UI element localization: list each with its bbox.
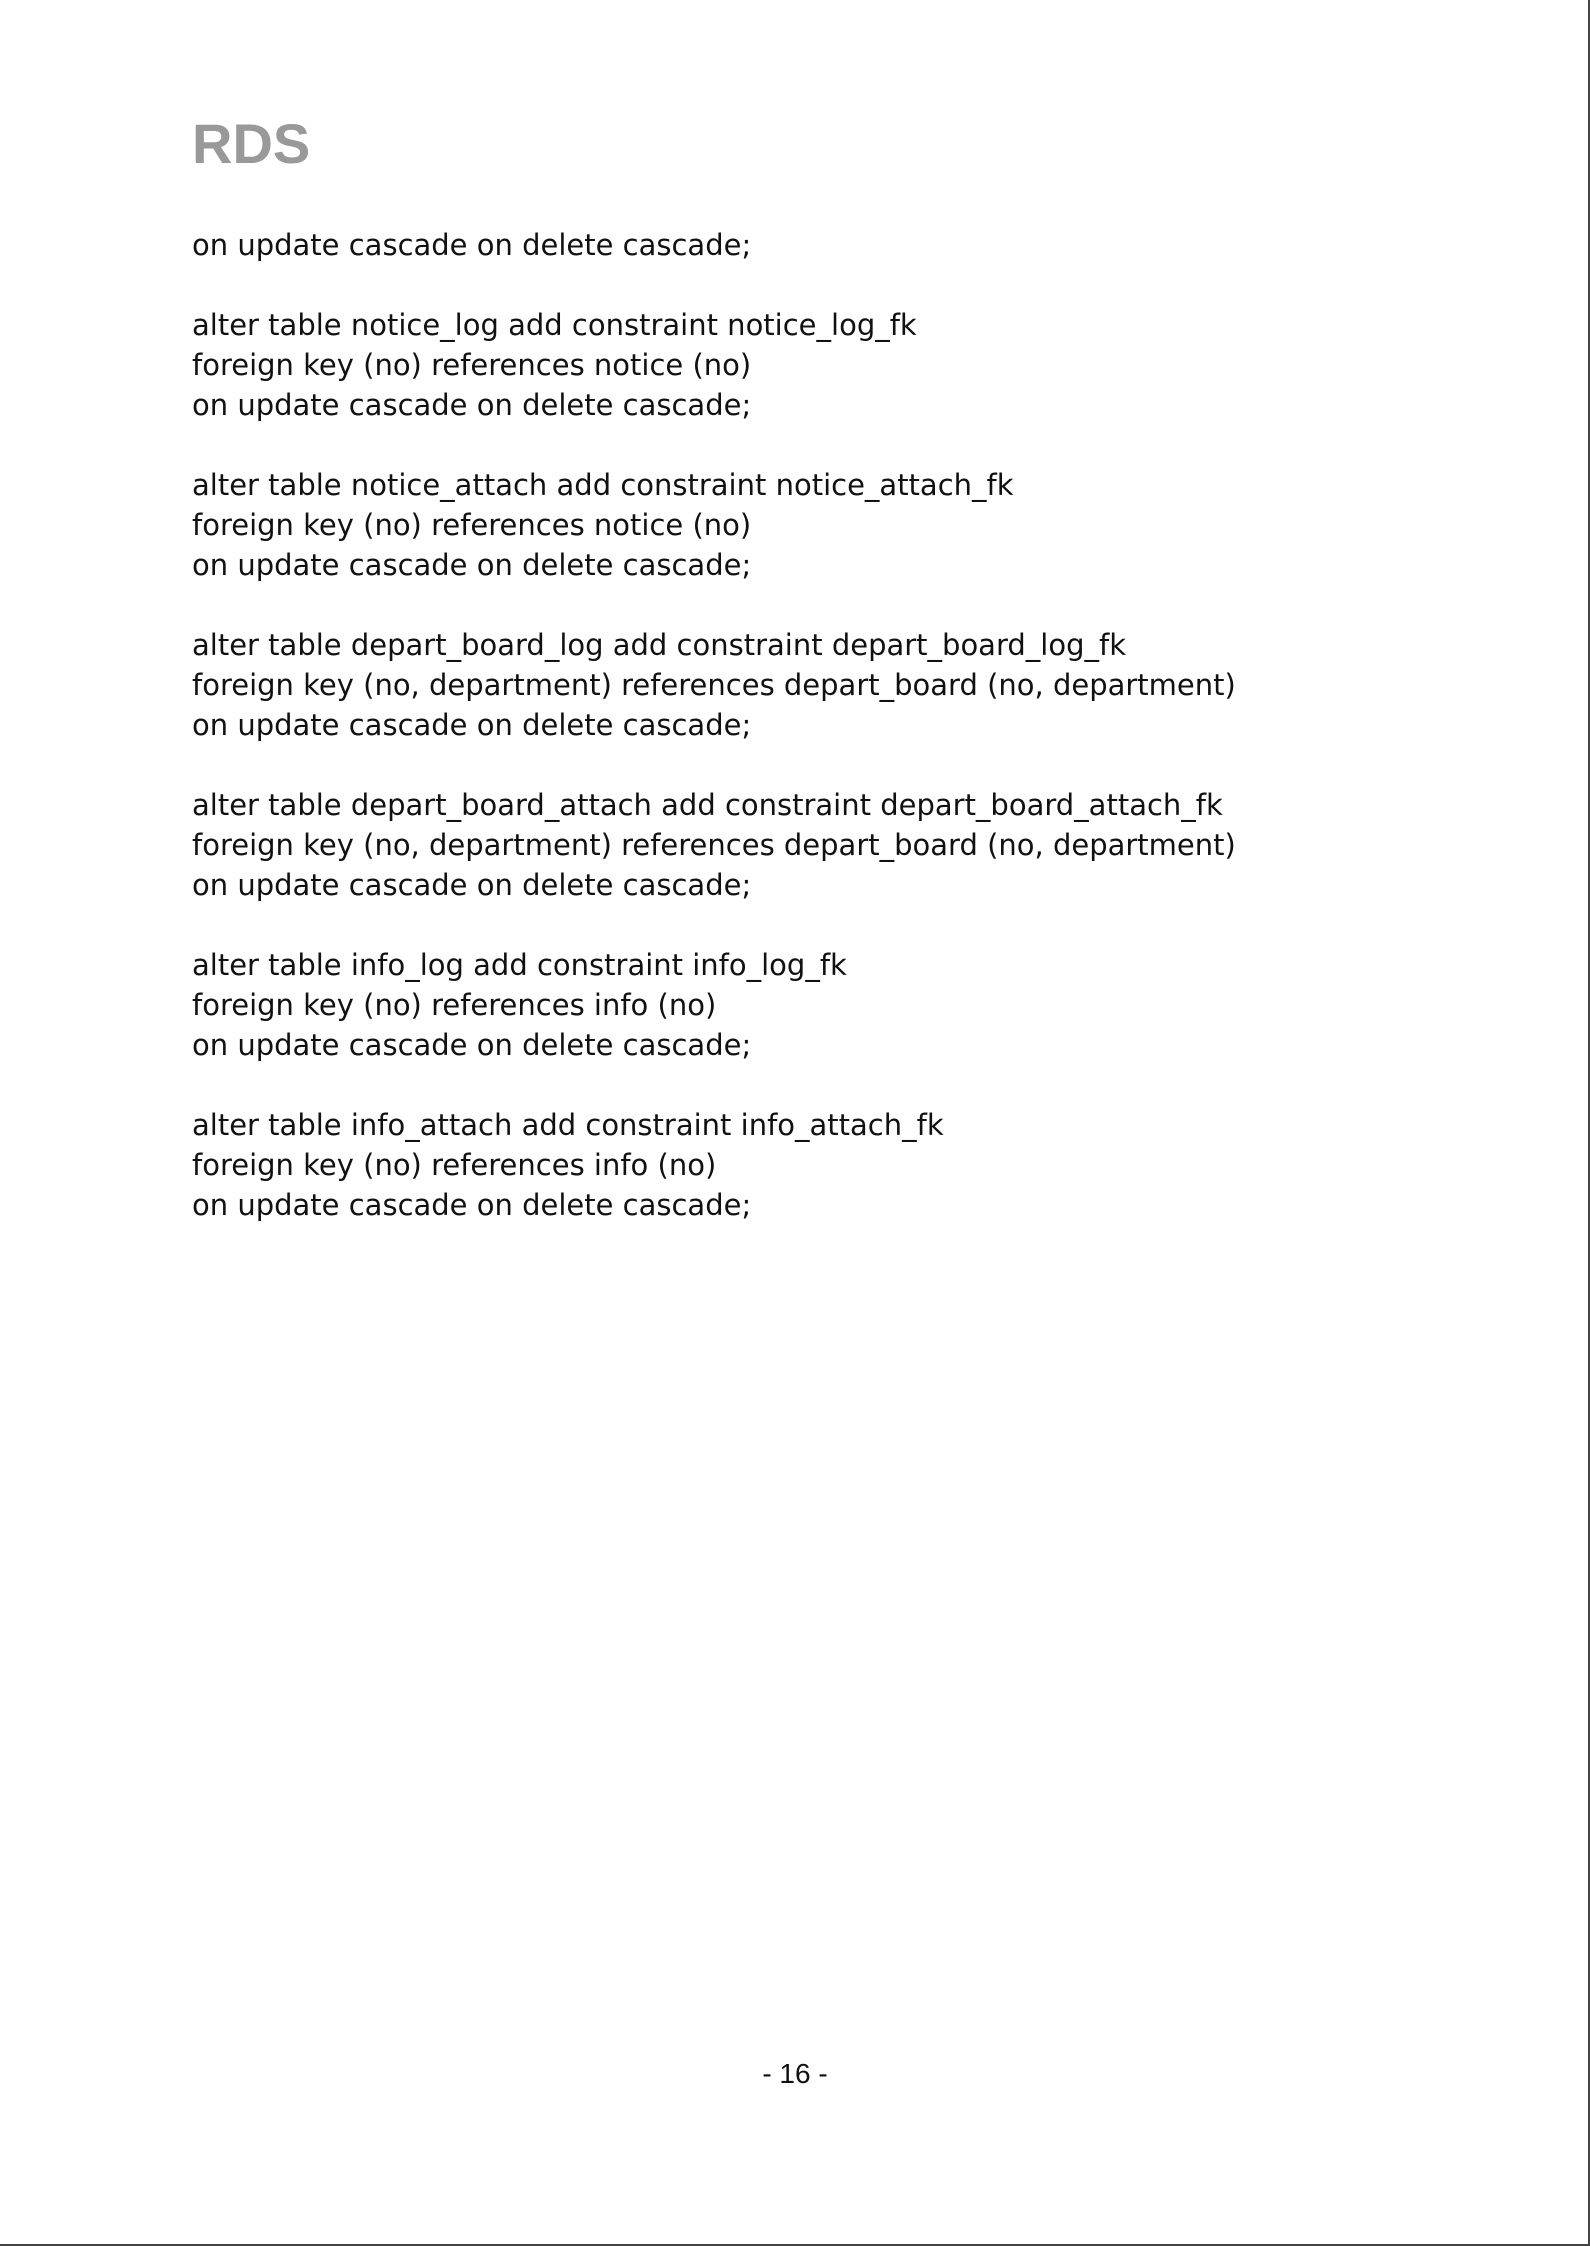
sql-content	[192, 225, 1442, 1265]
sql-line: alter table info_attach add constraint info_attach_fk	[192, 1108, 944, 1142]
sql-block	[192, 225, 1442, 265]
sql-line: foreign key (no) references info (no)	[192, 1148, 717, 1182]
sql-block	[192, 785, 1442, 905]
sql-line: foreign key (no) references notice (no)	[192, 508, 752, 542]
sql-line: on update cascade on delete cascade;	[192, 388, 752, 422]
sql-line: alter table info_log add constraint info_log_fk	[192, 948, 847, 982]
sql-line: foreign key (no, department) references depart_board (no, department)	[192, 668, 1236, 702]
sql-line: on update cascade on delete cascade;	[192, 708, 752, 742]
sql-line: alter table depart_board_log add constraint depart_board_log_fk	[192, 628, 1126, 662]
sql-line: alter table depart_board_attach add constraint depart_board_attach_fk	[192, 788, 1223, 822]
sql-line: on update cascade on delete cascade;	[192, 868, 752, 902]
sql-line: foreign key (no) references info (no)	[192, 988, 717, 1022]
sql-line: foreign key (no) references notice (no)	[192, 348, 752, 382]
sql-line: alter table notice_attach add constraint notice_attach_fk	[192, 468, 1014, 502]
sql-block	[192, 945, 1442, 1065]
page-number: - 16 -	[762, 2058, 828, 2089]
sql-block	[192, 465, 1442, 585]
page-header-title: RDS	[192, 112, 311, 175]
sql-line: on update cascade on delete cascade;	[192, 228, 752, 262]
sql-line: alter table notice_log add constraint notice_log_fk	[192, 308, 917, 342]
sql-block	[192, 1105, 1442, 1225]
sql-line: on update cascade on delete cascade;	[192, 1188, 752, 1222]
sql-line: on update cascade on delete cascade;	[192, 1028, 752, 1062]
sql-block	[192, 305, 1442, 425]
sql-line: foreign key (no, department) references depart_board (no, department)	[192, 828, 1236, 862]
sql-block	[192, 625, 1442, 745]
sql-line: on update cascade on delete cascade;	[192, 548, 752, 582]
